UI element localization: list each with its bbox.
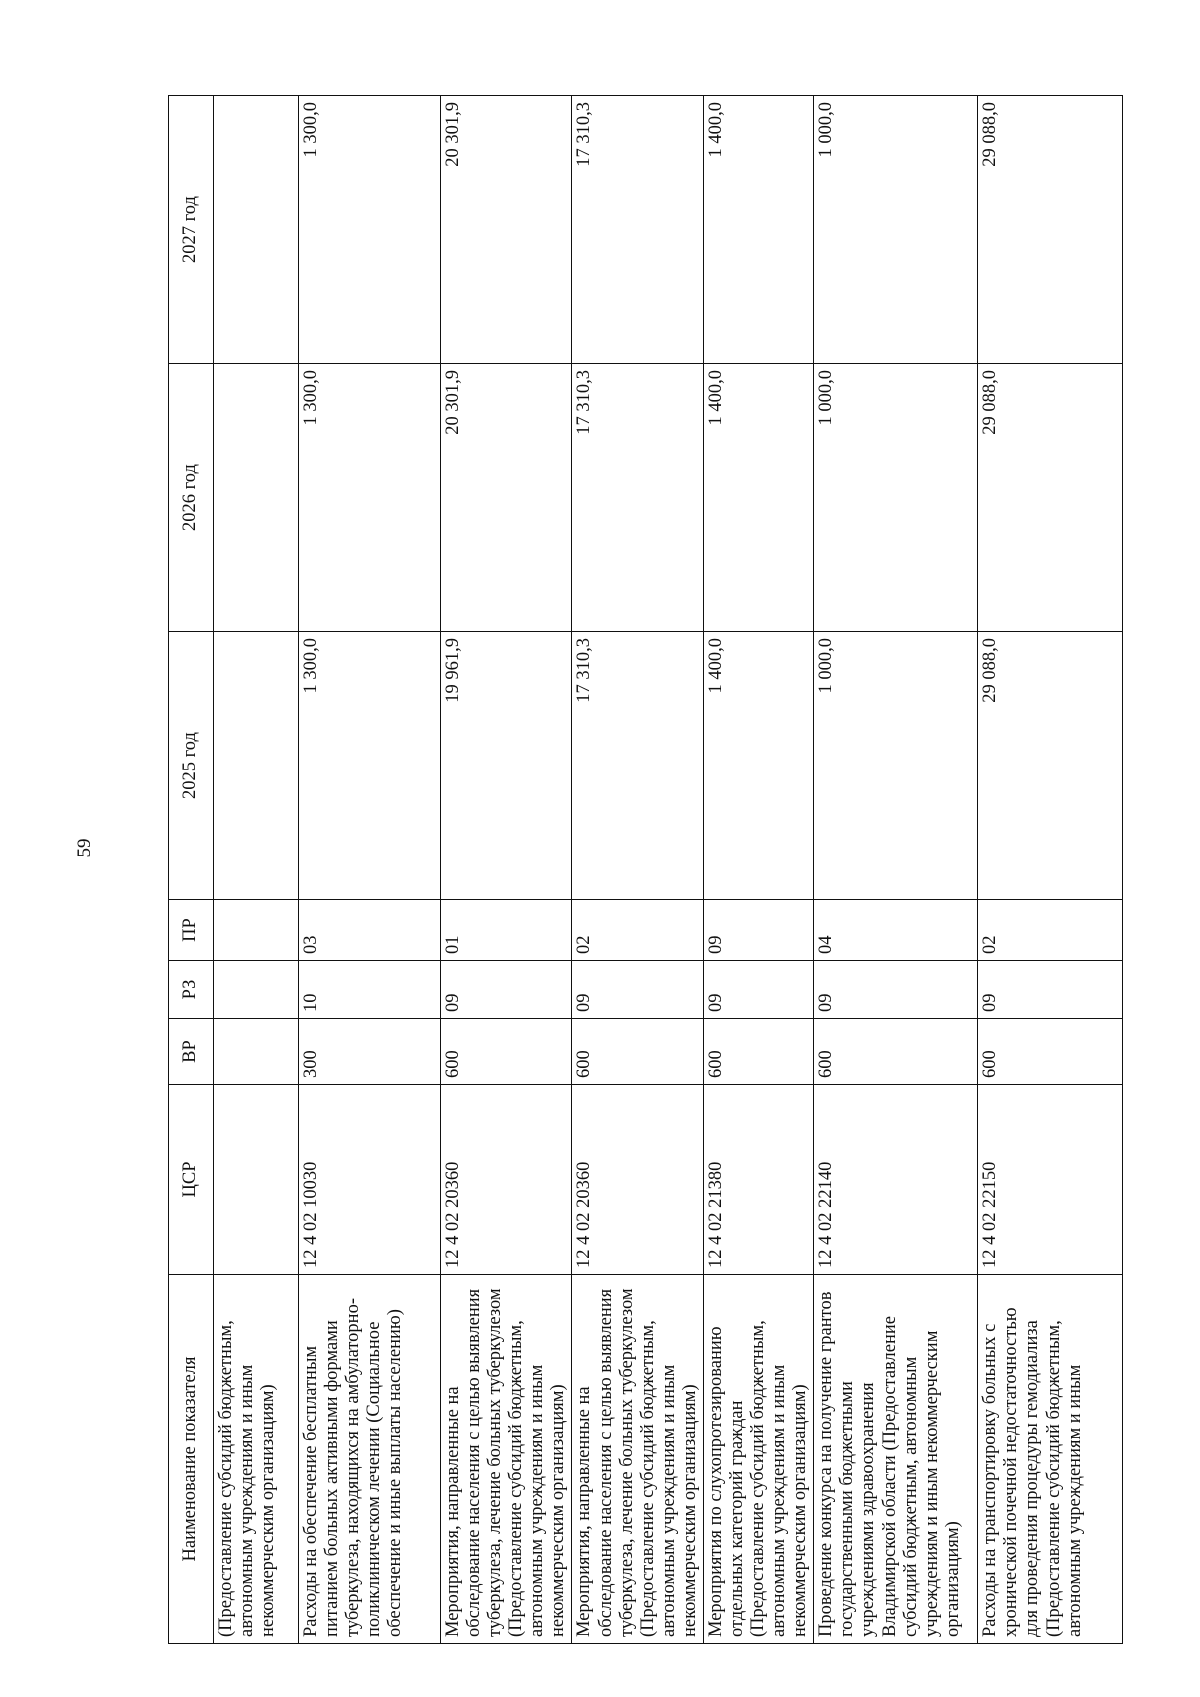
row-pr: 04: [814, 900, 978, 961]
table-row: [214, 96, 299, 1644]
row-2026: 1 400,0: [703, 364, 813, 632]
row-pr: 01: [441, 900, 572, 961]
row-name: Мероприятия по слухопротезированию отдельных категорий граждан (Предоставление субсидий бюджетным, автономным учреждениям и иным некоммерческим организациям): [703, 1275, 813, 1644]
row-2027: 29 088,0: [978, 96, 1123, 364]
row-2025: 1 400,0: [703, 632, 813, 900]
row-rz: 09: [978, 961, 1123, 1019]
row-2027: 1 300,0: [299, 96, 441, 364]
row-rz: [214, 961, 299, 1019]
table-row: [441, 96, 572, 1644]
row-2026: 1 000,0: [814, 364, 978, 632]
budget-table: [168, 95, 1123, 1644]
table-header-row: [169, 96, 214, 1644]
row-2026: 1 300,0: [299, 364, 441, 632]
row-pr: 02: [572, 900, 703, 961]
row-name: Расходы на обеспечение бесплатным питанием больных активными формами туберкулеза, находящихся на амбулаторно-поликлиническом лечении (Социальное обеспечение и иные выплаты населению): [299, 1275, 441, 1644]
row-pr: [214, 900, 299, 961]
row-csr: 12 4 02 10030: [299, 1085, 441, 1275]
row-2026: [214, 364, 299, 632]
row-2026: 29 088,0: [978, 364, 1123, 632]
row-name: Проведение конкурса на получение грантов государственными бюджетными учреждениями здравоохранения Владимирской области (Предоставление субсидий бюджетным, автономным учреждениям и иным некоммерческим организациям): [814, 1275, 978, 1644]
row-vr: 600: [703, 1019, 813, 1085]
row-rz: 09: [703, 961, 813, 1019]
row-2025: 1 000,0: [814, 632, 978, 900]
header-2025: 2025 год: [169, 632, 214, 900]
row-2027: 1 400,0: [703, 96, 813, 364]
row-2025: 19 961,9: [441, 632, 572, 900]
row-name: (Предоставление субсидий бюджетным, автономным учреждениям и иным некоммерческим организациям): [214, 1275, 299, 1644]
row-rz: 09: [441, 961, 572, 1019]
row-pr: 02: [978, 900, 1123, 961]
row-vr: 600: [441, 1019, 572, 1085]
row-vr: 600: [814, 1019, 978, 1085]
row-csr: 12 4 02 22140: [814, 1085, 978, 1275]
row-vr: [214, 1019, 299, 1085]
row-2027: [214, 96, 299, 364]
row-2026: 17 310,3: [572, 364, 703, 632]
row-2025: 29 088,0: [978, 632, 1123, 900]
page-number: 59: [74, 838, 95, 858]
table-row: [299, 96, 441, 1644]
row-rz: 09: [572, 961, 703, 1019]
table-row: [814, 96, 978, 1644]
header-rz: РЗ: [169, 961, 214, 1019]
row-rz: 09: [814, 961, 978, 1019]
row-name: Мероприятия, направленные на обследование населения с целью выявления туберкулеза, лечение больных туберкулезом (Предоставление субсидий бюджетным, автономным учреждениям и иным некоммерческим организациям): [441, 1275, 572, 1644]
row-2025: [214, 632, 299, 900]
row-2027: 17 310,3: [572, 96, 703, 364]
row-vr: 300: [299, 1019, 441, 1085]
row-vr: 600: [572, 1019, 703, 1085]
row-name: Расходы на транспортировку больных с хронической почечной недостаточностью для проведения процедуры гемодиализа (Предоставление субсидий бюджетным, автономным учреждениям и иным: [978, 1275, 1123, 1644]
table-row: [703, 96, 813, 1644]
header-csr: ЦСР: [169, 1085, 214, 1275]
header-name: Наименование показателя: [169, 1275, 214, 1644]
header-2026: 2026 год: [169, 364, 214, 632]
row-2025: 1 300,0: [299, 632, 441, 900]
header-2027: 2027 год: [169, 96, 214, 364]
header-vr: ВР: [169, 1019, 214, 1085]
row-csr: 12 4 02 20360: [441, 1085, 572, 1275]
row-pr: 03: [299, 900, 441, 961]
row-csr: 12 4 02 20360: [572, 1085, 703, 1275]
row-name: Мероприятия, направленные на обследование населения с целью выявления туберкулеза, лечение больных туберкулезом (Предоставление субсидий бюджетным, автономным учреждениям и иным некоммерческим организациям): [572, 1275, 703, 1644]
row-csr: 12 4 02 22150: [978, 1085, 1123, 1275]
rotated-table-wrapper: [168, 96, 1116, 1644]
row-rz: 10: [299, 961, 441, 1019]
row-csr: 12 4 02 21380: [703, 1085, 813, 1275]
table-row: [978, 96, 1123, 1644]
table-row: [572, 96, 703, 1644]
row-2027: 1 000,0: [814, 96, 978, 364]
row-2026: 20 301,9: [441, 364, 572, 632]
row-vr: 600: [978, 1019, 1123, 1085]
row-pr: 09: [703, 900, 813, 961]
row-2025: 17 310,3: [572, 632, 703, 900]
header-pr: ПР: [169, 900, 214, 961]
row-2027: 20 301,9: [441, 96, 572, 364]
row-csr: [214, 1085, 299, 1275]
